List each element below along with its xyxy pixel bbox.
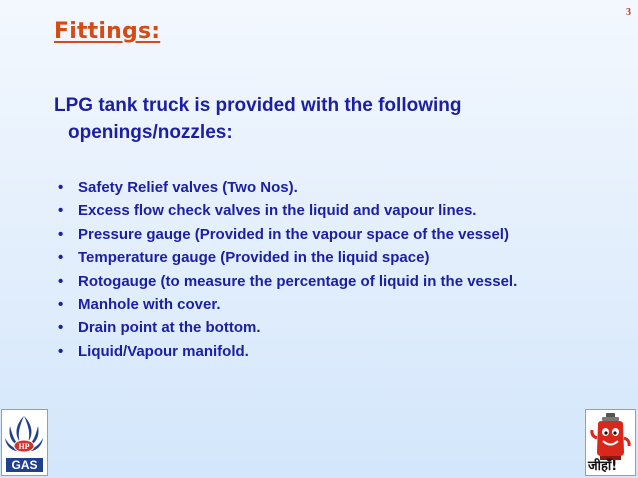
bullet-icon: • [58, 319, 64, 337]
mascot-logo [585, 409, 636, 476]
list-item [58, 223, 517, 246]
hp-text: HP [18, 442, 30, 451]
list-item-text: Excess flow check valves in the liquid and vapour lines. [78, 202, 477, 220]
list-item-text: Liquid/Vapour manifold. [78, 342, 249, 360]
gas-cylinder-mascot-icon [586, 410, 635, 462]
list-item [58, 270, 517, 293]
bullet-icon: • [58, 225, 64, 243]
slide-title: Fittings: [54, 19, 161, 44]
list-item [58, 199, 517, 222]
list-item [58, 176, 517, 199]
list-item [58, 316, 517, 339]
slide-number: 3 [626, 7, 631, 18]
bullet-icon: • [58, 342, 64, 360]
bullet-icon: • [58, 272, 64, 290]
gas-text: GAS [11, 458, 38, 472]
list-item-text: Manhole with cover. [78, 295, 221, 313]
list-item-text: Rotogauge (to measure the percentage of liquid in the vessel. [78, 272, 518, 290]
bullet-icon: • [58, 202, 64, 220]
list-item [58, 246, 517, 269]
list-item-text: Drain point at the bottom. [78, 319, 261, 337]
intro-line-1: LPG tank truck is provided with the following [54, 95, 462, 116]
list-item-text: Temperature gauge (Provided in the liquid space) [78, 249, 430, 267]
hp-gas-logo-icon [2, 410, 47, 475]
fittings-list [58, 176, 517, 363]
intro-paragraph [54, 92, 610, 146]
list-item-text: Safety Relief valves (Two Nos). [78, 179, 298, 196]
list-item [58, 293, 517, 316]
intro-line-2: openings/nozzles: [68, 122, 233, 143]
bullet-icon: • [58, 295, 64, 313]
hp-gas-logo [1, 409, 48, 476]
mascot-caption: जीहाँ! [588, 459, 618, 474]
bullet-icon: • [58, 249, 64, 267]
list-item [58, 340, 517, 363]
list-item-text: Pressure gauge (Provided in the vapour space of the vessel) [78, 225, 509, 243]
bullet-icon: • [58, 179, 64, 196]
